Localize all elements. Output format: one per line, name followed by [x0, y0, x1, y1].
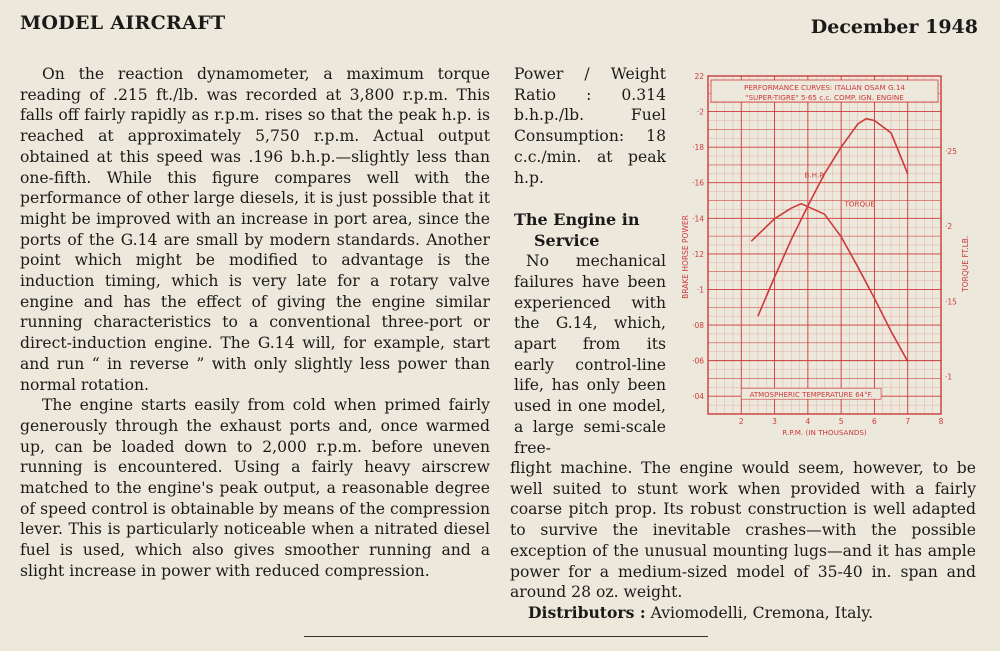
annotation-text: ATMOSPHERIC TEMPERATURE 64°F.: [749, 391, 873, 400]
x-tick-label: 4: [805, 417, 811, 426]
y-left-tick-label: ·08: [692, 321, 704, 331]
y-left-tick-label: 22: [694, 72, 704, 81]
performance-chart-svg: [678, 66, 978, 450]
y-right-axis-label: TORQUE FT.LB.: [961, 235, 970, 292]
article-column-left: [20, 64, 490, 582]
article-bottom-block: [510, 458, 976, 624]
section-heading-line: Service: [534, 231, 600, 251]
x-tick-label: 3: [772, 417, 777, 426]
y-right-tick-label: ·1: [945, 372, 953, 382]
service-paragraph: No mechanical failures have been experienced with the G.14, which, apart from its early control-line life, has only been used in one model, a large semi-scale free-: [514, 252, 666, 457]
issue-date: December 1948: [810, 16, 978, 38]
y-left-tick-label: ·12: [692, 249, 704, 259]
y-right-tick-label: ·15: [945, 297, 957, 307]
y-left-tick-label: ·2: [696, 107, 704, 117]
x-tick-label: 6: [872, 417, 877, 426]
y-left-tick-label: ·06: [692, 356, 704, 366]
y-left-tick-label: ·14: [692, 214, 704, 224]
x-tick-label: 5: [838, 417, 844, 426]
article-paragraph: On the reaction dynamometer, a maximum torque reading of .215 ft./lb. was recorded at 3,800 r.p.m. This falls off fairly rapidly as r.p.m. rises so that the peak h.p. is reached at approximately 5,750 r.p.m. Actual output obtained at this speed was .196 b.h.p.—slightly less than one-fifth. While this figure compares well with the performance of other large diesels, it is just possible that it might be improved with an increase in port area, since the ports of the G.14 are small by modern standards. Another point which might be modified to advantage is the induction timing, which is very late for a rotary valve engine and has the effect of giving the engine similar running characteristics to a conventional three-port or direct-induction engine. The G.14 will, for example, start and run “ in reverse ” with only slightly less power than normal rotation.: [20, 65, 490, 394]
chart-title-line: "SUPER-TIGRE" 5·65 c.c. COMP. IGN. ENGINE: [745, 93, 904, 102]
x-tick-label: 8: [938, 417, 944, 426]
y-left-tick-label: ·18: [692, 143, 704, 153]
y-left-axis-label: BRAKE HORSE POWER: [681, 215, 690, 299]
y-left-tick-label: ·04: [692, 392, 704, 402]
x-tick-label: 2: [738, 417, 744, 426]
x-tick-label: 7: [905, 417, 911, 426]
y-right-tick-label: ·2: [945, 222, 953, 232]
distributors-line: [510, 603, 976, 624]
footer-rule: [304, 636, 708, 637]
publication-title: MODEL AIRCRAFT: [20, 12, 226, 34]
bottom-paragraph: flight machine. The engine would seem, however, to be well suited to stunt work when provided with a fairly coarse pitch prop. Its robust construction is well adapted to survive the inevitable crashes—with the possible exception of the unusual mounting lugs—and it has ample power for a medium-sized model of 35-40 in. span and around 28 oz. weight.: [510, 459, 976, 602]
article-column-middle: [514, 64, 666, 458]
y-right-tick-label: ·25: [945, 147, 957, 157]
section-heading: [514, 209, 666, 251]
y-left-tick-label: ·16: [692, 178, 704, 188]
section-heading-line: The Engine in: [514, 210, 640, 230]
distributors-label: Distributors :: [528, 602, 646, 622]
x-axis-label: R.P.M. (IN THOUSANDS): [782, 428, 867, 437]
article-paragraph: The engine starts easily from cold when primed fairly generously through the exhaust ports and, once warmed up, can be loaded down to 2,000 r.p.m. before uneven running is encountered. Using a fairly heavy airscrew matched to the engine's peak output, a reasonable degree of speed control is obtainable by means of the compression lever. This is particularly noticeable when a nitrated diesel fuel is used, which also gives smoother running and a slight increase in power with reduced compression.: [20, 396, 490, 580]
series-label: B.H.P.: [804, 170, 825, 180]
power-weight-ratio-text: Power / Weight Ratio : 0.314 b.h.p./lb. Fuel Consumption: 18 c.c./min. at peak h.p.: [514, 65, 666, 187]
performance-chart: [678, 66, 978, 450]
y-left-tick-label: ·1: [696, 285, 704, 295]
series-label: TORQUE: [844, 199, 875, 209]
chart-title-line: PERFORMANCE CURVES: ITALIAN OSAM G.14: [744, 83, 905, 92]
distributors-value: Aviomodelli, Cremona, Italy.: [650, 603, 874, 622]
